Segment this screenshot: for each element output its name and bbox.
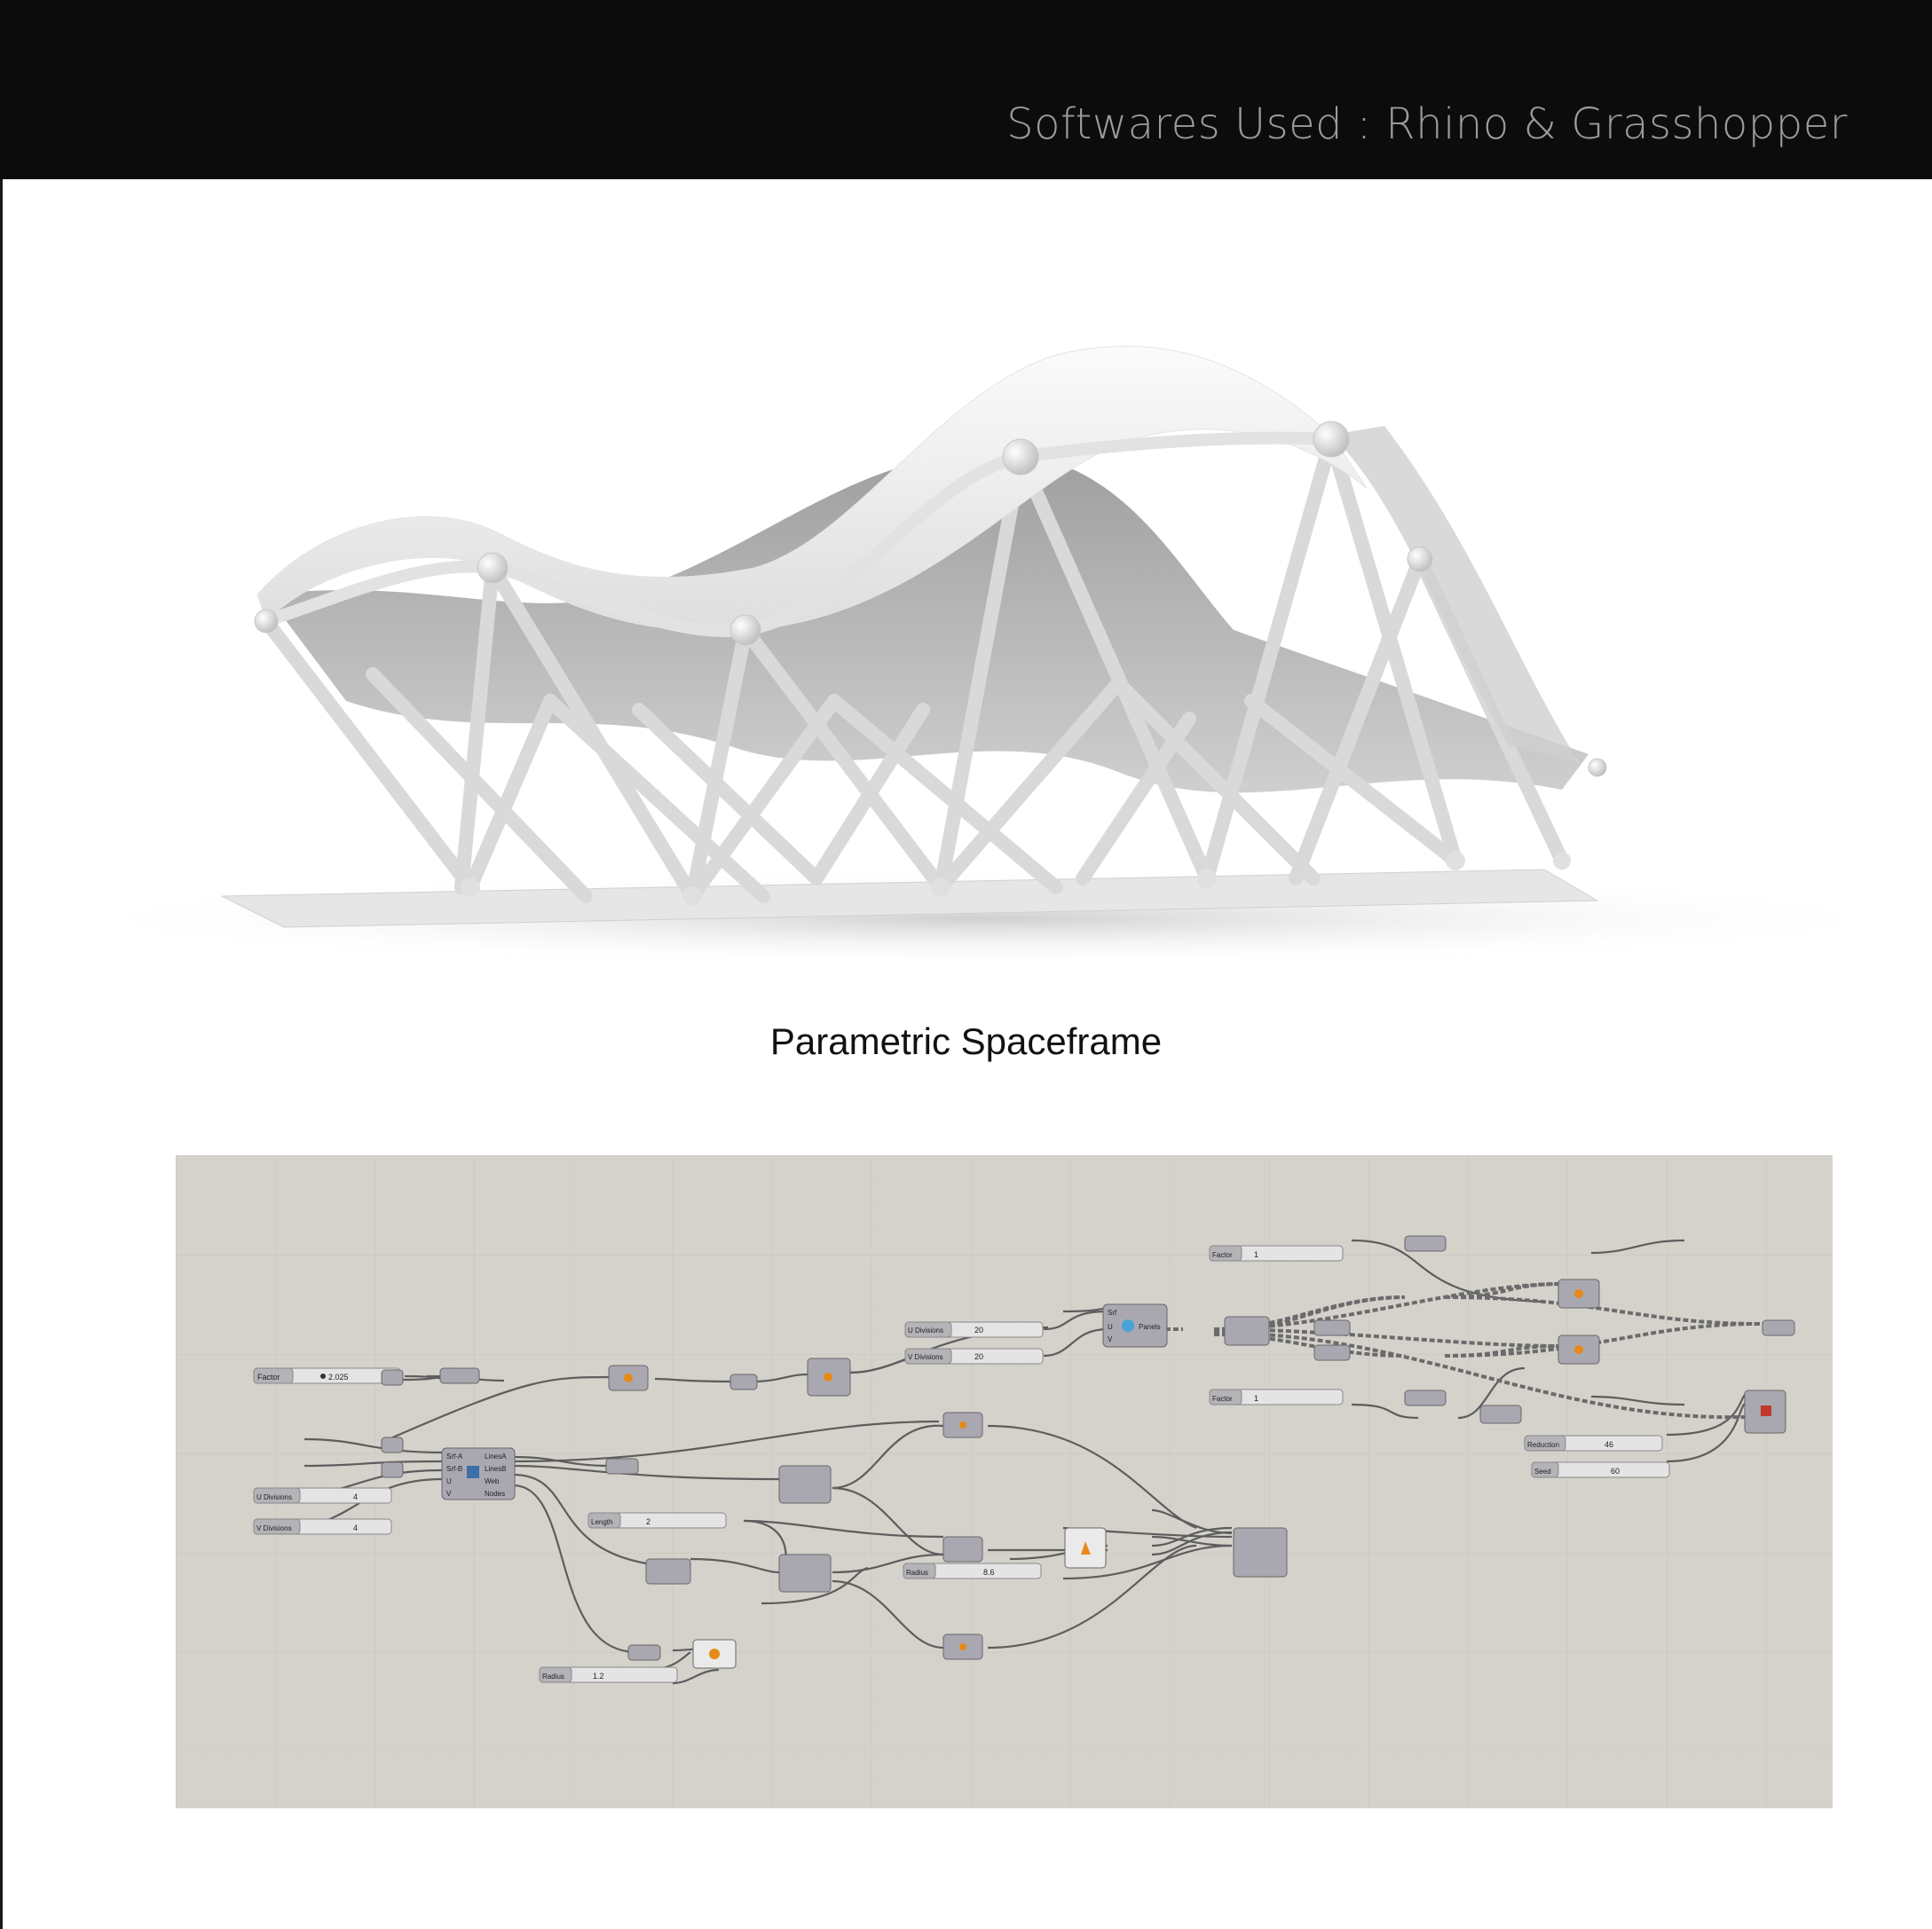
slider-seed[interactable] — [1532, 1462, 1669, 1477]
svg-text:V Divisions: V Divisions — [908, 1353, 943, 1361]
svg-text:V: V — [446, 1490, 452, 1498]
sphere-icon — [709, 1649, 720, 1659]
svg-text:46: 46 — [1605, 1440, 1614, 1449]
panel-icon — [1122, 1319, 1134, 1332]
svg-text:U: U — [446, 1477, 452, 1485]
slider-factor-mid[interactable] — [1210, 1390, 1343, 1405]
svg-text:Nodes: Nodes — [485, 1490, 506, 1498]
svg-text:U Divisions: U Divisions — [908, 1327, 944, 1335]
grid-icon — [1761, 1405, 1771, 1416]
slider-v-divisions-left[interactable] — [254, 1519, 391, 1534]
roof-canopy — [257, 346, 1367, 631]
svg-text:Srf-B: Srf-B — [446, 1465, 463, 1473]
svg-text:Web: Web — [485, 1477, 500, 1485]
svg-text:20: 20 — [974, 1352, 984, 1361]
svg-text:Reduction: Reduction — [1527, 1441, 1560, 1449]
svg-text:60: 60 — [1611, 1467, 1621, 1476]
svg-text:U Divisions: U Divisions — [256, 1493, 293, 1501]
svg-text:Srf-A: Srf-A — [446, 1453, 463, 1461]
svg-text:4: 4 — [353, 1524, 359, 1532]
svg-text:LinesA: LinesA — [485, 1453, 507, 1461]
svg-text:8.6: 8.6 — [983, 1568, 995, 1577]
svg-text:U: U — [1108, 1323, 1113, 1331]
slider-radius-sphere[interactable] — [540, 1667, 677, 1682]
svg-text:Factor: Factor — [1212, 1251, 1233, 1259]
svg-text:4: 4 — [353, 1492, 359, 1501]
svg-text:V: V — [1108, 1335, 1113, 1343]
slider-factor-top[interactable] — [1210, 1246, 1343, 1261]
grid-icon — [467, 1466, 479, 1478]
svg-text:20: 20 — [974, 1326, 984, 1335]
svg-text:1: 1 — [1254, 1394, 1259, 1403]
header-bar — [0, 0, 1932, 179]
software-label: Softwares Used : Rhino & Grasshopper — [1006, 99, 1848, 149]
slider-u-divisions-left[interactable] — [254, 1488, 391, 1503]
slider-factor-main[interactable] — [254, 1368, 400, 1383]
svg-text:Factor: Factor — [1212, 1395, 1233, 1403]
svg-text:1: 1 — [1254, 1250, 1259, 1259]
grasshopper-canvas — [176, 1155, 1833, 1808]
component-surface-panels[interactable] — [1103, 1304, 1167, 1347]
svg-text:Panels: Panels — [1139, 1323, 1161, 1331]
slider-u-divisions-top[interactable] — [905, 1322, 1043, 1337]
slider-value: 2.025 — [328, 1373, 349, 1382]
slider-v-divisions-top[interactable] — [905, 1349, 1043, 1364]
svg-text:Length: Length — [591, 1518, 613, 1526]
slider-length[interactable] — [588, 1513, 726, 1528]
svg-text:Srf: Srf — [1108, 1309, 1117, 1317]
figure-caption: Parametric Spaceframe — [769, 1020, 1163, 1062]
slider-radius-pipe[interactable] — [903, 1563, 1041, 1579]
svg-text:V Divisions: V Divisions — [256, 1524, 292, 1532]
component-spaceframe[interactable] — [442, 1448, 515, 1500]
svg-text:2: 2 — [646, 1517, 651, 1526]
spaceframe-render — [53, 328, 1926, 967]
slider-reduction[interactable] — [1525, 1436, 1662, 1451]
slider-label: Factor — [257, 1373, 280, 1382]
svg-text:Seed: Seed — [1534, 1468, 1551, 1476]
svg-text:Radius: Radius — [542, 1673, 564, 1681]
svg-text:1.2: 1.2 — [593, 1672, 604, 1681]
svg-text:LinesB: LinesB — [485, 1465, 507, 1473]
svg-text:Radius: Radius — [906, 1569, 928, 1577]
